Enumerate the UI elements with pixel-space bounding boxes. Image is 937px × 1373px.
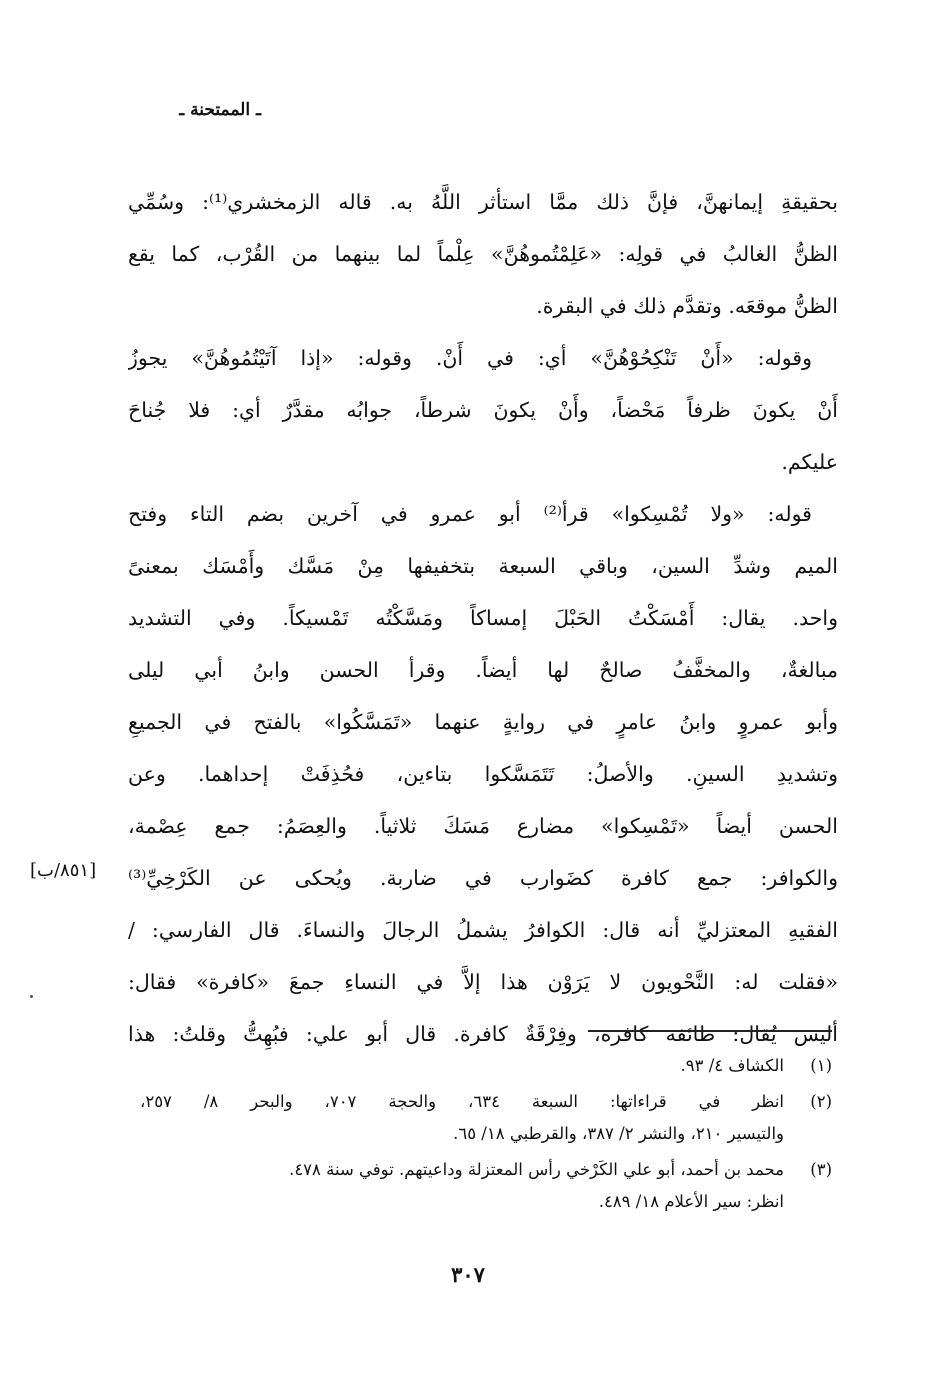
footnote-number: (٣) (810, 1160, 832, 1179)
text-line: وقوله: «أَنْ تَنْكِحُوْهُنَّ» أي: في أَنْ. وقوله: «إذا آتَيْتُمُوهُنَّ» يجوزُ (128, 346, 812, 370)
footnote-line: الكشاف ٤/ ٩٣. (680, 1056, 784, 1075)
text-line: أَنْ يكونَ ظرفاً مَحْضاً، وأَنْ يكونَ شرطاً، جوابُه مقدَّرٌ أي: فلا جُناحَ (128, 398, 838, 422)
footnote-1 (140, 1050, 832, 1082)
text-line: وأبو عمروٍ وابنُ عامرٍ في روايةٍ عنهما «تَمَسَّكُوا» بالفتح في الجميعِ (128, 710, 838, 734)
text-line: بحقيقةِ إيمانهنَّ، فإنَّ ذلك ممَّا استأثر اللَّهُ به. قاله الزمخشري⁽¹⁾: وسُمِّي (128, 190, 838, 214)
footnote-2 (140, 1086, 832, 1150)
text-line: وتشديدِ السينِ. والأصلُ: تَتَمَسَّكوا بتاءين، فحُذِفَتْ إحداهما. وعن (128, 762, 838, 786)
manuscript-folio-marker: [٨٥١/ب] (30, 860, 97, 881)
running-head: ـ الممتحنة ـ (179, 100, 261, 120)
text-line: أليس يُقال: طائفة كافرة، وفِرْقَةٌ كافرة. قال أبو علي: فبُهِتُّ وقلتُ: هذا (128, 1022, 838, 1046)
text-line: الظنُّ موقعَه. وتقدَّم ذلك في البقرة. (536, 294, 838, 318)
text-line: واحد. يقال: أَمْسَكْتُ الحَبْلَ إمساكاً ومَسَّكْتُه تَمْسيكاً. وفي التشديد (128, 606, 838, 630)
text-line: قوله: «ولا تُمْسِكوا» قرأ⁽²⁾ أبو عمرو في آخرين بضم التاء وفتح (128, 502, 812, 526)
footnote-line: انظر: سير الأعلام ١٨/ ٤٨٩. (598, 1192, 784, 1211)
footnote-separator (588, 1030, 832, 1032)
page-number: ٣٠٧ (451, 1262, 485, 1287)
text-line: والكوافر: جمع كافرة كضَوارب في ضاربة. ويُحكى عن الكَرْخِيِّ⁽³⁾ (128, 866, 838, 890)
text-line: الفقيهِ المعتزليِّ أنه قال: الكوافرُ يشملُ الرجالَ والنساءَ. قال الفارسي: / (128, 918, 838, 942)
text-line: مبالغةٌ، والمخفَّفُ صالحٌ لها أيضاً. وقرأ الحسن وابنُ أبي ليلى (128, 658, 838, 682)
text-line: عليكم. (781, 450, 838, 474)
footnote-line: والتيسير ٢١٠، والنشر ٢/ ٣٨٧، والقرطبي ١٨/ ٦٥. (453, 1124, 784, 1143)
footnote-number: (١) (810, 1056, 832, 1075)
footnote-3 (140, 1154, 832, 1218)
footnote-line: انظر في قراءاتها: السبعة ٦٣٤، والحجة ٧٠٧، والبحر ٨/ ٢٥٧، (140, 1092, 784, 1111)
text-line: «فقلت له: النَّحْويون لا يَرَوْن هذا إلاَّ في النساءِ جمعَ «كافرة» فقال: (128, 970, 838, 994)
main-text-block (128, 176, 838, 1060)
footnotes-block (140, 1050, 832, 1222)
text-line: الميم وشدِّ السين، وباقي السبعة بتخفيفها مِنْ مَسَّك وأَمْسَك بمعنىً (128, 554, 838, 578)
text-line: الحسن أيضاً «تَمْسِكوا» مضارع مَسَكَ ثلاثياً. والعِصَمُ: جمع عِصْمة، (128, 814, 838, 838)
footnote-line: محمد بن أحمد، أبو علي الكَرْخي رأس المعتزلة وداعيتهم. توفي سنة ٤٧٨. (289, 1160, 784, 1179)
footnote-number: (٢) (810, 1092, 832, 1111)
text-line: الظنُّ الغالبُ في قولِه: «عَلِمْتُموهُنَّ» عِلْماً لما بينهما من القُرْب، كما يقع (128, 242, 838, 266)
stray-dot (30, 995, 33, 998)
